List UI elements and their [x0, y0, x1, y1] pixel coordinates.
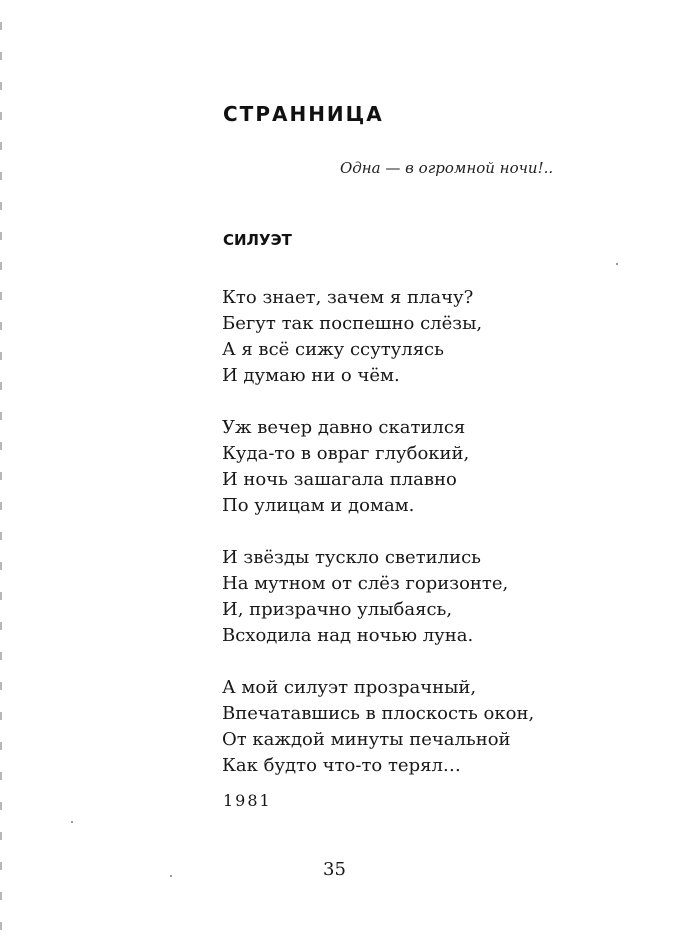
stanza-2: [222, 415, 534, 519]
poem-line: Всходила над ночью луна.: [222, 625, 474, 646]
poem-line: Уж вечер давно скатился: [222, 417, 466, 438]
scan-speck: [616, 263, 618, 265]
poem-line: А я всё сижу ссутулясь: [222, 339, 444, 360]
scan-speck: [71, 821, 73, 823]
section-title: СТРАННИЦА: [223, 102, 384, 126]
stanza-3: [222, 545, 534, 649]
poem-line: А мой силуэт прозрачный,: [222, 677, 477, 698]
page-number: 35: [323, 859, 346, 880]
epigraph: Одна — в огромной ночи!..: [340, 159, 554, 177]
poem-line: Куда-то в овраг глубокий,: [222, 443, 470, 464]
stanza-1: [222, 285, 534, 389]
poem-title: СИЛУЭТ: [223, 231, 292, 249]
poem-line: Впечатавшись в плоскость окон,: [222, 703, 535, 724]
poem-line: И думаю ни о чём.: [222, 365, 400, 386]
poem-line: На мутном от слёз горизонте,: [222, 573, 509, 594]
page-edge-marks: [0, 0, 2, 941]
poem-year: 1981: [223, 791, 272, 810]
poem-line: И звёзды тускло светились: [222, 547, 481, 568]
poem-line: Бегут так поспешно слёзы,: [222, 313, 483, 334]
stanza-4: [222, 675, 534, 779]
scan-speck: [170, 875, 172, 877]
poem-line: Кто знает, зачем я плачу?: [222, 287, 474, 308]
poem-line: И ночь зашагала плавно: [222, 469, 457, 490]
poem-line: Как будто что-то терял…: [222, 755, 461, 776]
poem-line: И, призрачно улыбаясь,: [222, 599, 453, 620]
poem-body: [222, 285, 534, 805]
poem-line: По улицам и домам.: [222, 495, 415, 516]
poem-line: От каждой минуты печальной: [222, 729, 511, 750]
